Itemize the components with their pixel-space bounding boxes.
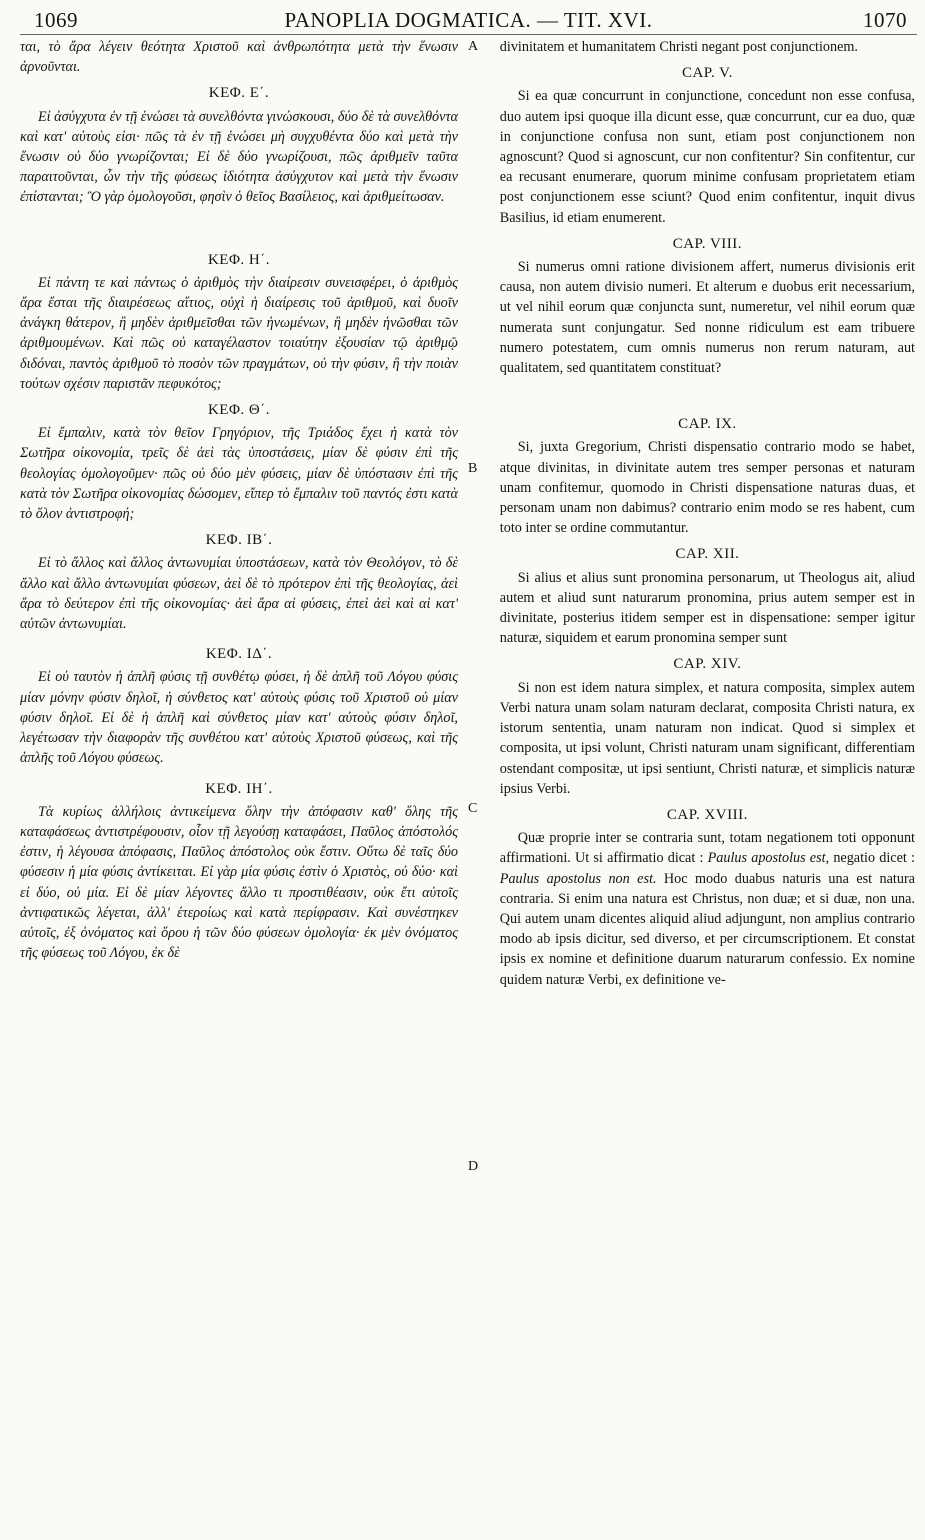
latin-chapter-heading: CAP. V. xyxy=(681,65,733,82)
margin-letter-c: C xyxy=(467,801,478,816)
latin-chapter-heading: CAP. IX. xyxy=(678,416,737,433)
greek-chapter-text: Εἰ ἀσύγχυτα ἐν τῇ ἑνώσει τὰ συνελθόντα γινώσκουσι, δύο δὲ τὰ συνελθόντα καὶ κατ' αὐτοὺς εἰσι· πῶς τὰ ἐν τῇ ἑνώσει μὴ συγχυθέντα δύο καὶ μετὰ τὴν ἕνωσιν οὐ δύο γνωρίζονται; Εἰ δὲ δύο γνωρίζουσι, πῶς ἀριθμεῖν ταῦτα παραιτοῦνται, ὧν τὴν τῆς φύσεως ἰδιότητα ἀσύγχυτον καὶ μετὰ τὴν ἕνωσιν ἐπίστανται; Ὃ γὰρ ὁμολογοῦσι, φησὶν ὁ θεῖος Βασίλειος, καὶ ἀριθμείτωσαν. xyxy=(20,108,458,206)
greek-chapter-text: Τὰ κυρίως ἀλλήλοις ἀντικείμενα ὅλην τὴν ἀπόφασιν καθ' ὅλης τῆς καταφάσεως ἀντιστρέφουσιν, οἷον τῇ λεγούσῃ καταφάσει, Παῦλος ἀπόστολός ἐστιν, ἡ λέγουσα ἀπόφασις, Παῦλος ἀπόστολος οὐκ ἔστιν. Οὕτω δὲ ταῖς δύο φύσεσιν ἡ μία φύσις ἀντίκειται. Εἰ γὰρ μία φύσις ἐστὶν ὁ Χριστὸς, οὐ δύο· καὶ εἰ δύο, οὐ μία. Εἰ δὲ μίαν λέγοντες ἄλλο τι προστιθέασιν, οὐκ ἔτι αὐτοῖς ἀντιφατικῶς λέγεται, ἀλλ' ἑτεροίως καὶ κατὰ περίφρασιν. Καὶ συνέστηκεν αὐτοῖς, ἐξ ὀνόματος καὶ ὅρου ἡ τῶν δύο φύσεων ὁμολογία· ἐκ μὲν ὀνόματος τῆς φύσεως τοῦ Λόγου, ἐκ δὲ xyxy=(20,803,458,962)
latin-chapter-text xyxy=(500,828,915,990)
running-header xyxy=(20,0,917,35)
latin-chapter-text: Si alius et alius sunt pronomina personarum, ut Theologus ait, aliud autem et aliud sunt naturarum pronomina, prius autem semper est in divinitate, posterius itidem semper est in dispensatione: semper igitur naturæ, siquidem et earum pronomina semper sunt xyxy=(499,569,915,647)
margin-letter-b: B xyxy=(467,461,478,476)
running-title: PANOPLIA DOGMATICA. — TIT. XVI. xyxy=(284,8,653,32)
margin-letters xyxy=(464,37,484,1174)
latin-chapter-heading: CAP. XII. xyxy=(675,546,740,563)
latin-chapter-text: Si numerus omni ratione divisionem affert, numerus divisionis erit causa, non autem divisio numeri. Et alterum e duobus erit necessarium, ut vel nihil eorum quæ conjuncta sunt, numeretur, vel nihil eorum quæ numerata sunt conjungatur. Sed nonne ridiculum est eam tribuere numero potestatem, cum omnis numerus non rerum naturam, aut qualitatem, sed quantitatem constituat? xyxy=(499,259,915,377)
greek-intro: ται, τὸ ἄρα λέγειν θεότητα Χριστοῦ καὶ ἀνθρωπότητα μετὰ τὴν ἕνωσιν ἀρνοῦνται. xyxy=(20,39,458,76)
margin-letter-a: A xyxy=(467,39,479,54)
latin-text-run: Hoc modo duabus naturis una est natura contraria. Si enim una natura est Christus, non duæ; et si duæ, non una. Qui autem unam dicentes aliquid aliud adjungunt, non amplius contrario modo ab ipsis dicitur, sed diverso, et per circumscriptionem. Et constat ipsis ex nomine et definitione duarum naturarum confessio. Ex nomine quidem naturæ Verbi, ex definitione ve- xyxy=(499,870,915,988)
greek-chapter-text: Εἰ ἔμπαλιν, κατὰ τὸν θεῖον Γρηγόριον, τῆς Τριάδος ἔχει ἡ κατὰ τὸν Σωτῆρα οἰκονομία, τρεῖς δὲ ἀεὶ τὰς ὑποστάσεις, μίαν δὲ φύσιν ἐπὶ τῆς θεολογίας ὁμολογοῦμεν· πῶς οὐ δύο μὲν φύσεις, μίαν δὲ ὑπόστασιν ἐπὶ τῆς κατὰ τὸν Σωτῆρα οἰκονομίας δώσομεν, εἴπερ τὸ ἔμπαλιν τοῦ παντός ἐστι κατὰ τὸ ὅλον ἀντιστροφή; xyxy=(20,425,458,523)
latin-chapter-text: Si, juxta Gregorium, Christi dispensatio contrario modo se habet, atque divinitas, in divinitate autem tres semper personas et naturam unam confitemur, quomodo in Christi dispensatione naturas duas, et personam unam non dabimus? contrario enim modo se res habent, cum toto inter se ordine commutantur. xyxy=(499,439,915,537)
latin-chapter-heading: CAP. XVIII. xyxy=(666,806,748,823)
latin-chapter-heading: CAP. XIV. xyxy=(673,656,742,673)
latin-column xyxy=(484,37,917,990)
latin-chapter-text: Si non est idem natura simplex, et natura composita, simplex autem Verbi natura unam solam naturam declarat, composita Christi natura, ex istorum sententia, unam naturam non indicat. Quod si simplex et composita, ut ipsi volunt, Christi naturam unam significant, differentiam ostendant compositæ, ut ipsi sentiunt, Christi naturæ, et simplicis naturæ ipsius Verbi. xyxy=(499,679,915,797)
latin-text-run: negatio dicet : xyxy=(829,850,915,867)
latin-text-run: Quæ proprie inter se contraria sunt, totam negationem toti opponunt affirmationi. Ut si affirmatio dicat : xyxy=(499,830,915,867)
greek-chapter-heading: ΚΕΦ. Η΄. xyxy=(207,251,271,268)
right-page-number: 1070 xyxy=(863,8,907,32)
left-page-number: 1069 xyxy=(34,8,78,32)
latin-italic-quote: Paulus apostolus non est. xyxy=(499,870,657,887)
latin-intro: divinitatem et humanitatem Christi negant post conjunctionem. xyxy=(499,39,858,55)
greek-chapter-heading: ΚΕΦ. Ε΄. xyxy=(208,85,270,102)
greek-chapter-heading: ΚΕΦ. Θ΄. xyxy=(207,402,271,419)
greek-chapter-text: Εἰ οὐ ταυτὸν ἡ ἁπλῆ φύσις τῇ συνθέτῳ φύσει, ἡ δὲ ἁπλῆ τοῦ Λόγου φύσις μίαν μόνην φύσιν δηλοῖ, ἡ σύνθετος κατ' αὐτοὺς φύσις τοῦ Χριστοῦ οὐ μίαν φύσιν δηλοῖ. Εἰ δὲ ἡ ἁπλῆ καὶ σύνθετος μίαν κατ' αὐτοὺς φύσιν δηλοῖ, λεγέτωσαν τὴν διαφορὰν τῆς συνθέτου κατ' αὐτοὺς Χριστοῦ φύσεως, καὶ τῆς ἁπλῆς τοῦ Λόγου φύσεως. xyxy=(20,669,458,767)
greek-column xyxy=(20,37,464,990)
greek-chapter-heading: ΚΕΦ. ΙΒ΄. xyxy=(205,532,273,549)
greek-chapter-text: Εἰ τὸ ἄλλος καὶ ἄλλος ἀντωνυμίαι ὑποστάσεων, κατὰ τὸν Θεολόγον, τὸ δὲ ἄλλο καὶ ἄλλο ἀντωνυμίαι φύσεων, ἀεὶ δὲ τὸ πρότερον ἐπὶ τῆς θεολογίας, ἀεὶ ἄρα τὸ δεύτερον ἐπὶ τῆς οἰκονομίας· ἀεὶ ἄρα αἱ φύσεις, ἐπεὶ ἀεὶ καὶ αἱ κατ' αὐτῶν ἀντωνυμίαι. xyxy=(20,555,458,633)
margin-letter-d: D xyxy=(467,1159,479,1174)
greek-chapter-heading: ΚΕΦ. ΙΗ΄. xyxy=(205,780,273,797)
latin-italic-quote: Paulus apostolus est, xyxy=(707,850,830,867)
greek-chapter-text: Εἰ πάντη τε καὶ πάντως ὁ ἀριθμὸς τὴν διαίρεσιν συνεισφέρει, ὁ ἀριθμὸς ἄρα ἔσται τῆς διαιρέσεως αἴτιος, οὐχὶ ἡ διαίρεσις τοῦ ἀριθμοῦ, καὶ δυοῖν ἀνάγκη θάτερον, ἢ μηδὲν ἀριθμεῖσθαι τῶν ἡνωμένων, ἢ μηδὲν ἡνῶσθαι τῶν ἀριθμουμένων. Καὶ πῶς οὐ καταγέλαστον τοιαύτην ἐξουσίαν τῷ ἀριθμῷ διδόναι, παντὸς ἀριθμοῦ τὸ ποσὸν τῶν πραγμάτων, οὐ τὴν φύσιν, ἢ τὴν ποιὰν τούτων σχέσιν παριστᾶν πεφυκότος; xyxy=(20,274,458,392)
two-column-body xyxy=(20,37,917,1174)
greek-chapter-heading: ΚΕΦ. ΙΔ΄. xyxy=(205,646,273,663)
latin-chapter-text: Si ea quæ concurrunt in conjunctione, concedunt non esse confusa, duo autem ipsi quoque illa dicunt esse, quæ concurrunt, cur ea duo, quæ in conjunctione confusa non sunt, etiam post conjunctionem non agnoscunt? Quod si agnoscunt, cur non confitentur? Sin confitentur, cur ea recusant enumerare, quorum minime confusam proprietatem etiam post conjunctionem esse sciunt? Quod enim confitentur, inquit divus Basilius, id etiam enumerent. xyxy=(499,88,915,226)
latin-chapter-heading: CAP. VIII. xyxy=(672,235,743,252)
